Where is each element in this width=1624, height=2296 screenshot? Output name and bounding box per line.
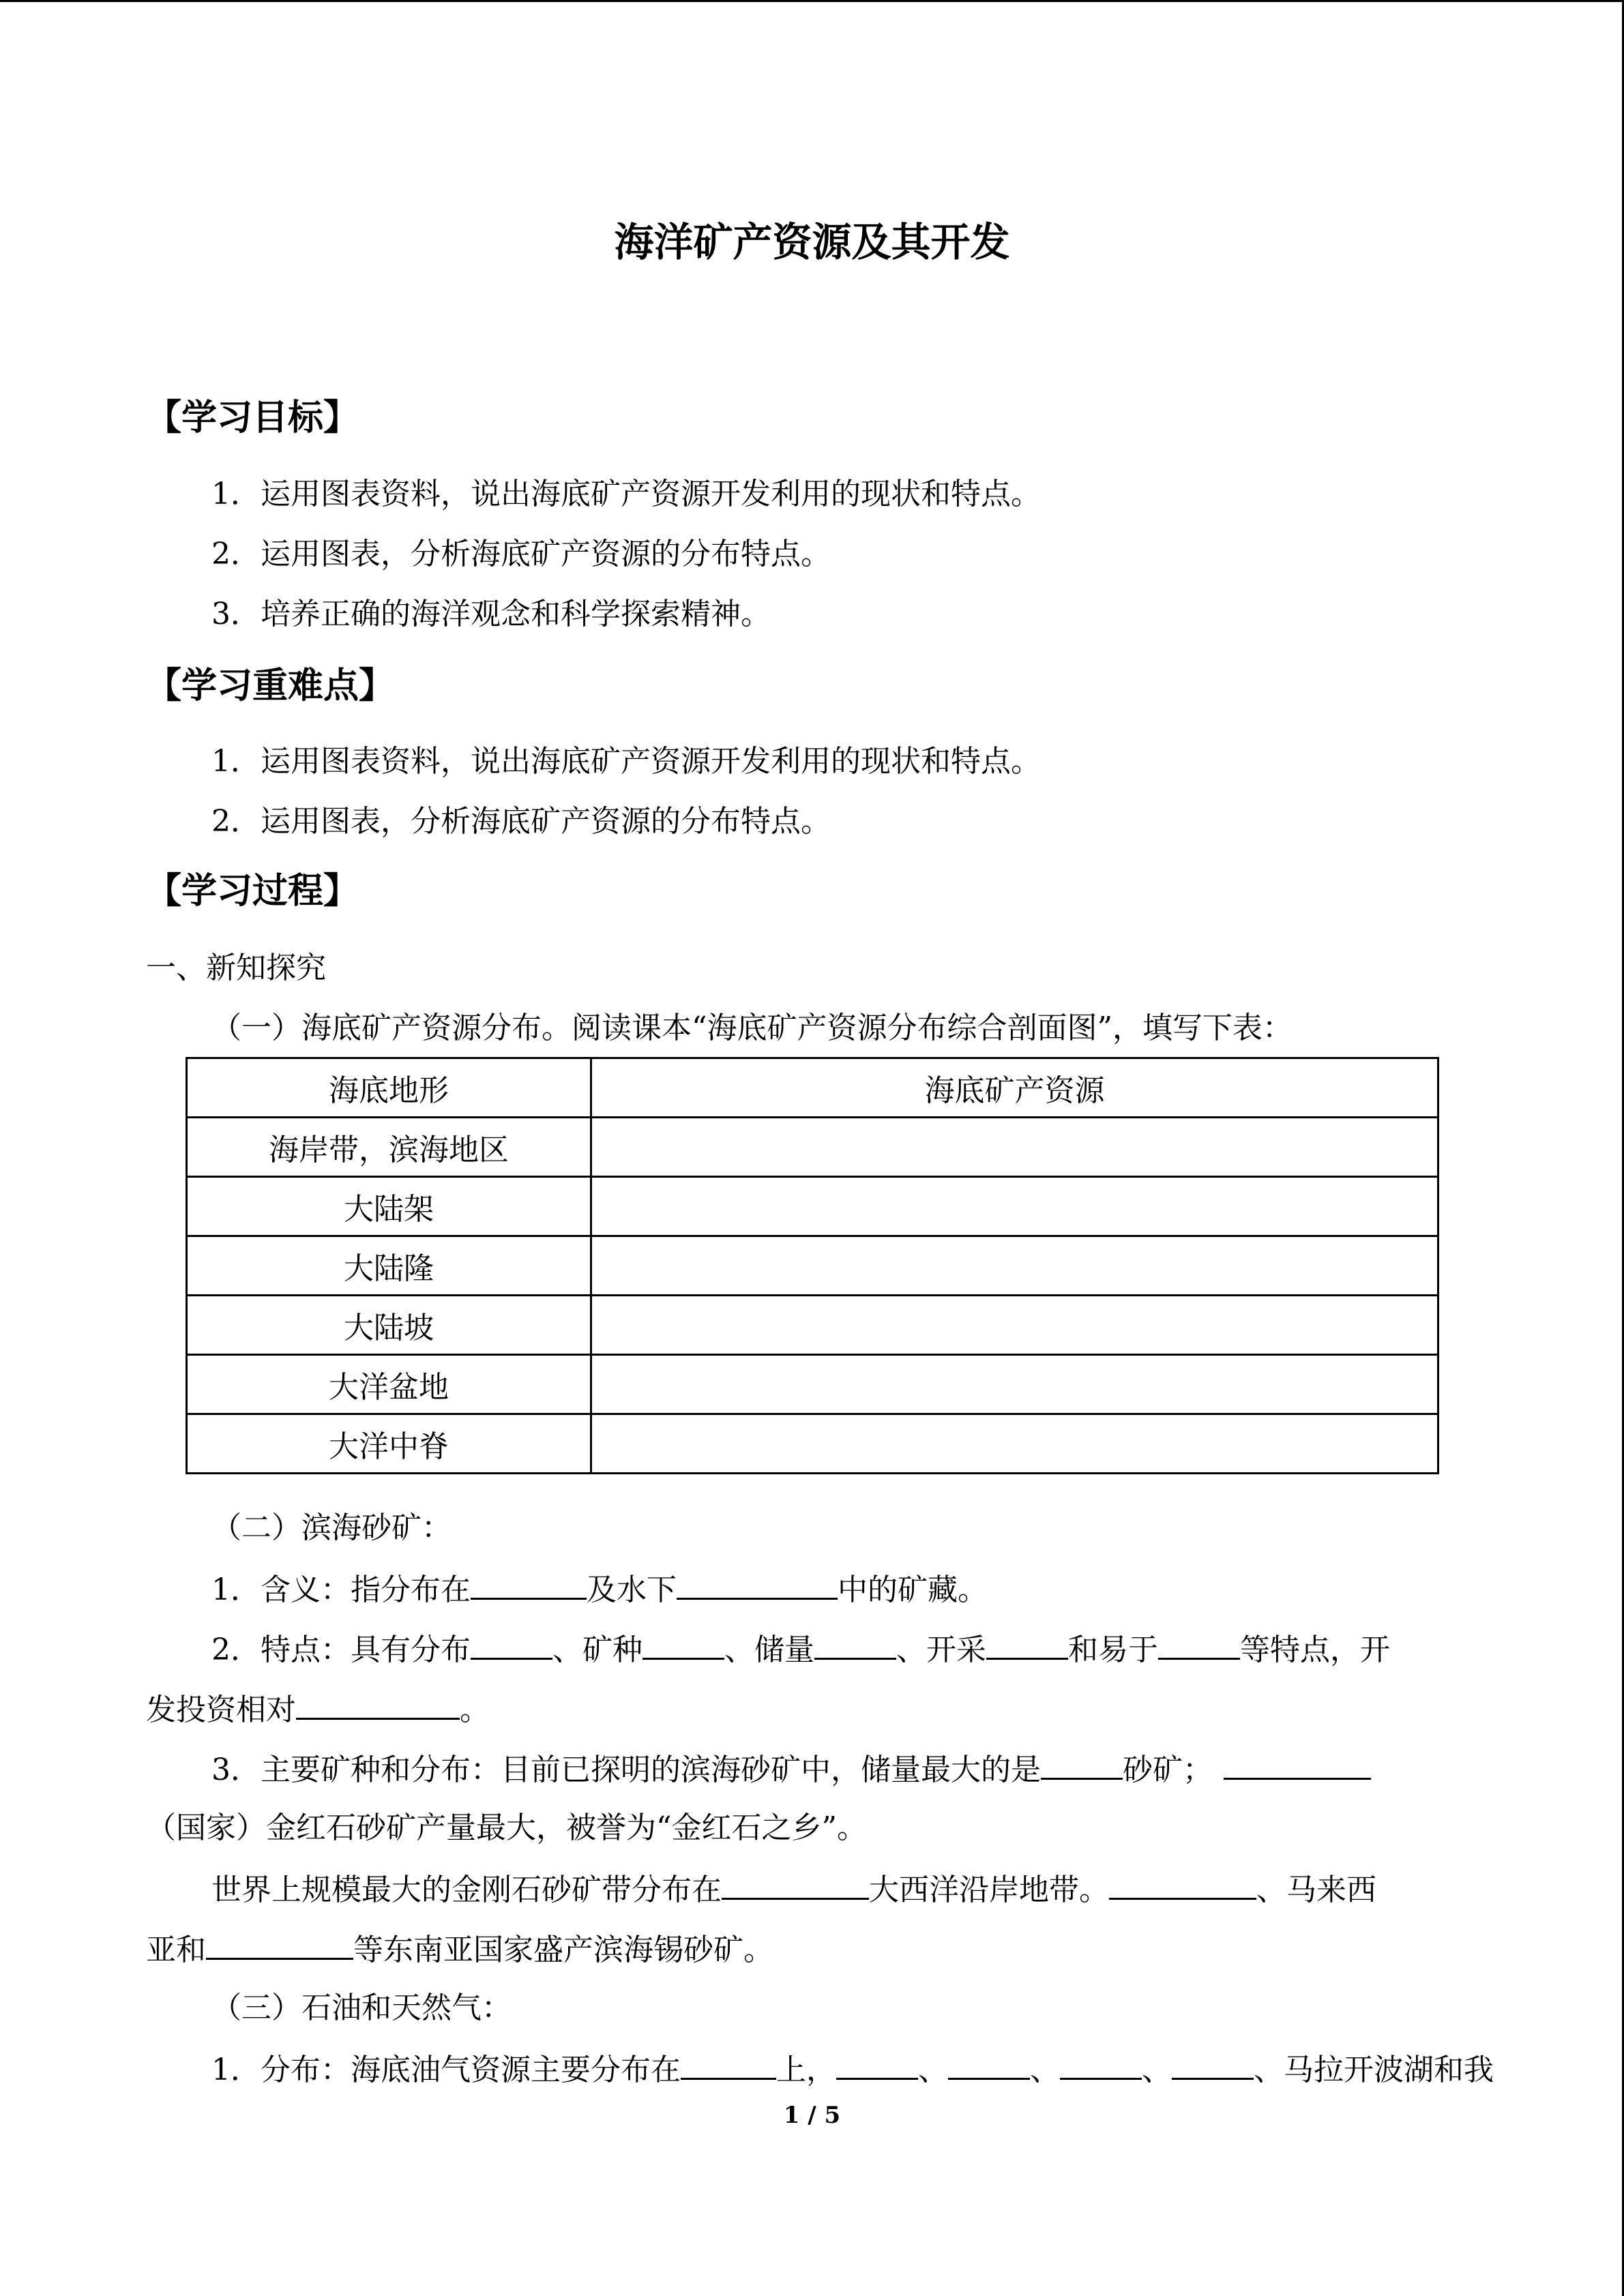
process-heading: 【学习过程】 xyxy=(146,870,359,912)
answer-cell[interactable] xyxy=(591,1236,1438,1296)
keypoints-heading: 【学习重难点】 xyxy=(146,665,395,706)
page-top-border xyxy=(0,0,1624,2)
answer-blank[interactable] xyxy=(986,1628,1068,1660)
answer-blank[interactable] xyxy=(1109,1868,1256,1900)
page-title: 海洋矿产资源及其开发 xyxy=(614,219,1010,265)
answer-cell[interactable] xyxy=(591,1296,1438,1355)
answer-cell[interactable] xyxy=(591,1414,1438,1474)
answer-blank[interactable] xyxy=(296,1688,460,1720)
subsection-distribution: （一）海底矿产资源分布。阅读课本“海底矿产资源分布综合剖面图”，填写下表： xyxy=(211,1011,1293,1045)
answer-blank[interactable] xyxy=(1224,1748,1371,1780)
table-header: 海底矿产资源 xyxy=(591,1058,1438,1118)
answer-blank[interactable] xyxy=(471,1628,552,1660)
question-diamond: 世界上规模最大的金刚石砂矿带分布在 大西洋沿岸地带。 、马来西 xyxy=(211,1868,1376,1911)
objective-item: 2．运用图表，分析海底矿产资源的分布特点。 xyxy=(211,537,831,571)
landform-cell: 大洋中脊 xyxy=(187,1414,591,1474)
objective-item: 3．培养正确的海洋观念和科学探索精神。 xyxy=(211,597,771,631)
landform-cell: 大陆隆 xyxy=(187,1236,591,1296)
subsection-placer: （二）滨海砂矿： xyxy=(211,1510,452,1545)
answer-blank[interactable] xyxy=(681,2048,776,2080)
answer-blank[interactable] xyxy=(471,1568,587,1600)
question-features-cont: 发投资相对 。 xyxy=(146,1688,490,1731)
answer-blank[interactable] xyxy=(722,1868,869,1900)
answer-blank[interactable] xyxy=(1172,2048,1254,2080)
answer-cell[interactable] xyxy=(591,1355,1438,1414)
landform-cell: 海岸带，滨海地区 xyxy=(187,1118,591,1177)
question-diamond-cont: 亚和 等东南亚国家盛产滨海锡砂矿。 xyxy=(146,1928,773,1971)
table-header: 海底地形 xyxy=(187,1058,591,1118)
answer-blank[interactable] xyxy=(643,1628,724,1660)
answer-blank[interactable] xyxy=(206,1928,353,1960)
keypoint-item: 1．运用图表资料，说出海底矿产资源开发利用的现状和特点。 xyxy=(211,744,1041,779)
answer-blank[interactable] xyxy=(677,1568,838,1600)
table-row xyxy=(187,1118,1438,1177)
table-row xyxy=(187,1414,1438,1474)
objective-item: 1．运用图表资料，说出海底矿产资源开发利用的现状和特点。 xyxy=(211,477,1041,511)
page-number: 1 / 5 xyxy=(783,2102,841,2129)
answer-blank[interactable] xyxy=(836,2048,918,2080)
table-row xyxy=(187,1236,1438,1296)
question-features: 2．特点：具有分布 、矿种 、储量 、开采 和易于 等特点，开 xyxy=(211,1628,1390,1671)
answer-blank[interactable] xyxy=(1060,2048,1142,2080)
answer-cell[interactable] xyxy=(591,1177,1438,1236)
landform-cell: 大陆架 xyxy=(187,1177,591,1236)
answer-blank[interactable] xyxy=(1158,1628,1240,1660)
answer-cell[interactable] xyxy=(591,1118,1438,1177)
landform-cell: 大洋盆地 xyxy=(187,1355,591,1414)
table-row xyxy=(187,1177,1438,1236)
question-oil-distribution: 1．分布：海底油气资源主要分布在 上， 、 、 、 、马拉开波湖和我 xyxy=(211,2048,1494,2091)
answer-blank[interactable] xyxy=(814,1628,896,1660)
table-row xyxy=(187,1355,1438,1414)
answer-blank[interactable] xyxy=(1041,1748,1123,1780)
question-main-minerals: 3．主要矿种和分布：目前已探明的滨海砂矿中，储量最大的是 砂矿； xyxy=(211,1748,1371,1791)
objectives-heading: 【学习目标】 xyxy=(146,397,359,438)
question-definition: 1．含义：指分布在 及水下 中的矿藏。 xyxy=(211,1568,988,1611)
minerals-table xyxy=(186,1057,1439,1474)
table-row xyxy=(187,1296,1438,1355)
keypoint-item: 2．运用图表，分析海底矿产资源的分布特点。 xyxy=(211,804,831,839)
subsection-oil-gas: （三）石油和天然气： xyxy=(211,1991,512,2025)
landform-cell: 大陆坡 xyxy=(187,1296,591,1355)
question-main-minerals-cont: （国家）金红石砂矿产量最大，被誉为“金红石之乡”。 xyxy=(146,1810,867,1845)
part-one-heading: 一、新知探究 xyxy=(146,951,326,985)
table-header-row xyxy=(187,1058,1438,1118)
answer-blank[interactable] xyxy=(948,2048,1030,2080)
